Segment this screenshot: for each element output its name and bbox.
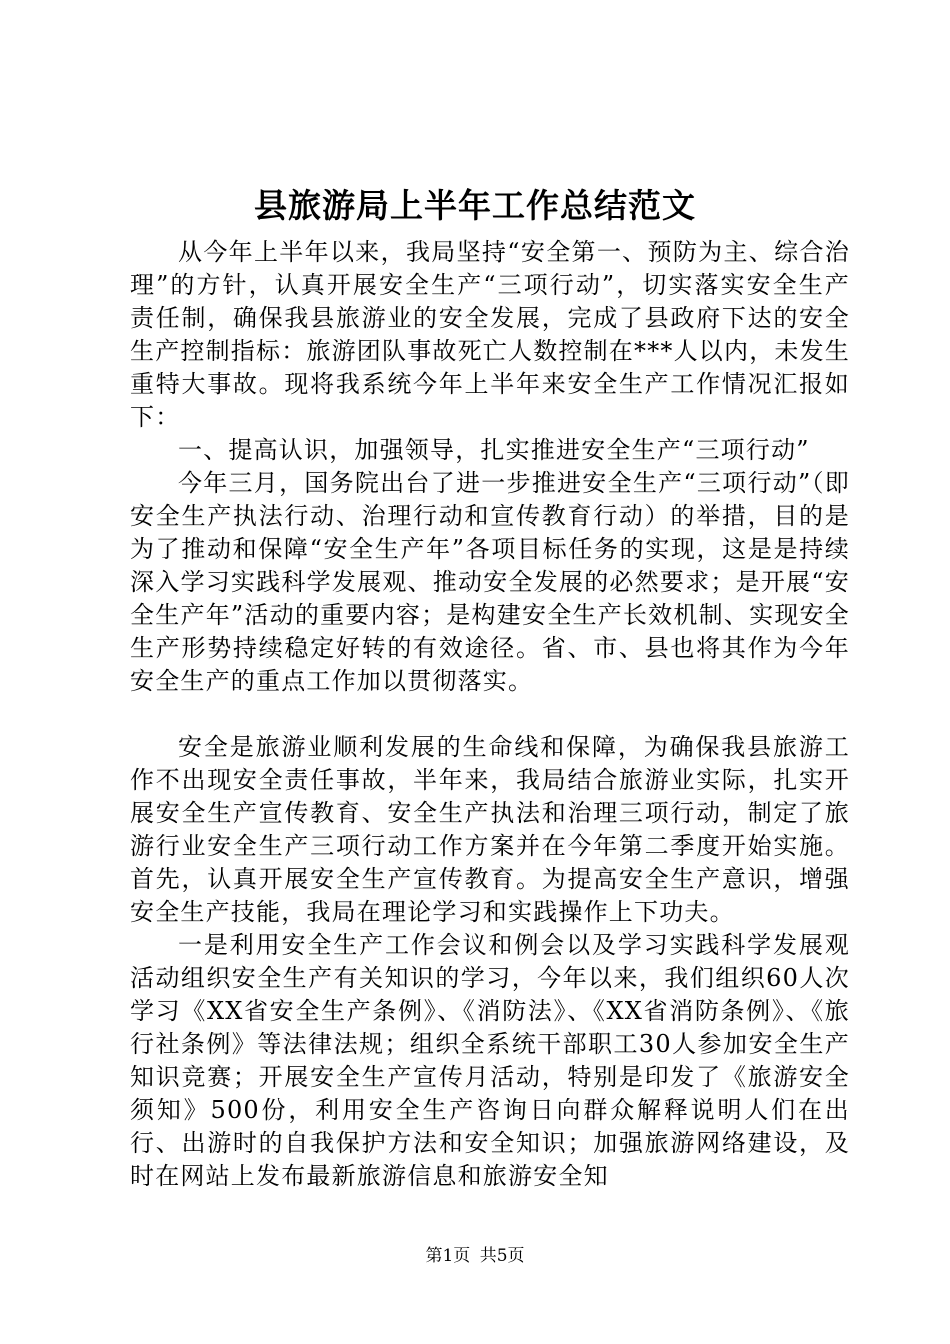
paragraph-intro: 从今年上半年以来，我局坚持“安全第一、预防为主、综合治理”的方针，认真开展安全生产“三项行动”，切实落实安全生产责任制，确保我县旅游业的安全发展，完成了县政府下达的安全生产控制指标：旅游团队事故死亡人数控制在***人以内，未发生重特大事故。现将我系统今年上半年来安全生产工作情况汇报如下：: [130, 238, 850, 431]
page-number: 第1页: [425, 1246, 471, 1266]
page-footer: [0, 1244, 950, 1268]
page-total: 共5页: [479, 1246, 525, 1266]
section-heading-1: 一、提高认识，加强领导，扎实推进安全生产“三项行动”: [178, 436, 810, 464]
paragraph-background: 今年三月，国务院出台了进一步推进安全生产“三项行动”（即安全生产执法行动、治理行动和宣传教育行动）的举措，目的是为了推动和保障“安全生产年”各项目标任务的实现，这是是持续深入学习实践科学发展观、推动安全发展的必然要求；是开展“安全生产年”活动的重要内容；是构建安全生产长效机制、实现安全生产形势持续稳定好转的有效途径。省、市、县也将其作为今年安全生产的重点工作加以贯彻落实。: [130, 469, 850, 695]
paragraph-safety: 安全是旅游业顺利发展的生命线和保障，为确保我县旅游工作不出现安全责任事故，半年来，我局结合旅游业实际，扎实开展安全生产宣传教育、安全生产执法和治理三项行动，制定了旅游行业安全生产三项行动工作方案并在今年第二季度开始实施。首先，认真开展安全生产宣传教育。为提高安全生产意识，增强安全生产技能，我局在理论学习和实践操作上下功夫。: [130, 733, 850, 926]
paragraph-measures-1: 一是利用安全生产工作会议和例会以及学习实践科学发展观活动组织安全生产有关知识的学习，今年以来，我们组织60人次学习《XX省安全生产条例》、《消防法》、《XX省消防条例》、《旅行社条例》等法律法规；组织全系统干部职工30人参加安全生产知识竞赛；开展安全生产宣传月活动，特别是印发了《旅游安全须知》500份，利用安全生产咨询日向群众解释说明人们在出行、出游时的自我保护方法和安全知识；加强旅游网络建设，及时在网站上发布最新旅游信息和旅游安全知: [130, 931, 850, 1190]
document-title: 县旅游局上半年工作总结范文: [254, 186, 696, 225]
document-body: [130, 236, 850, 1193]
